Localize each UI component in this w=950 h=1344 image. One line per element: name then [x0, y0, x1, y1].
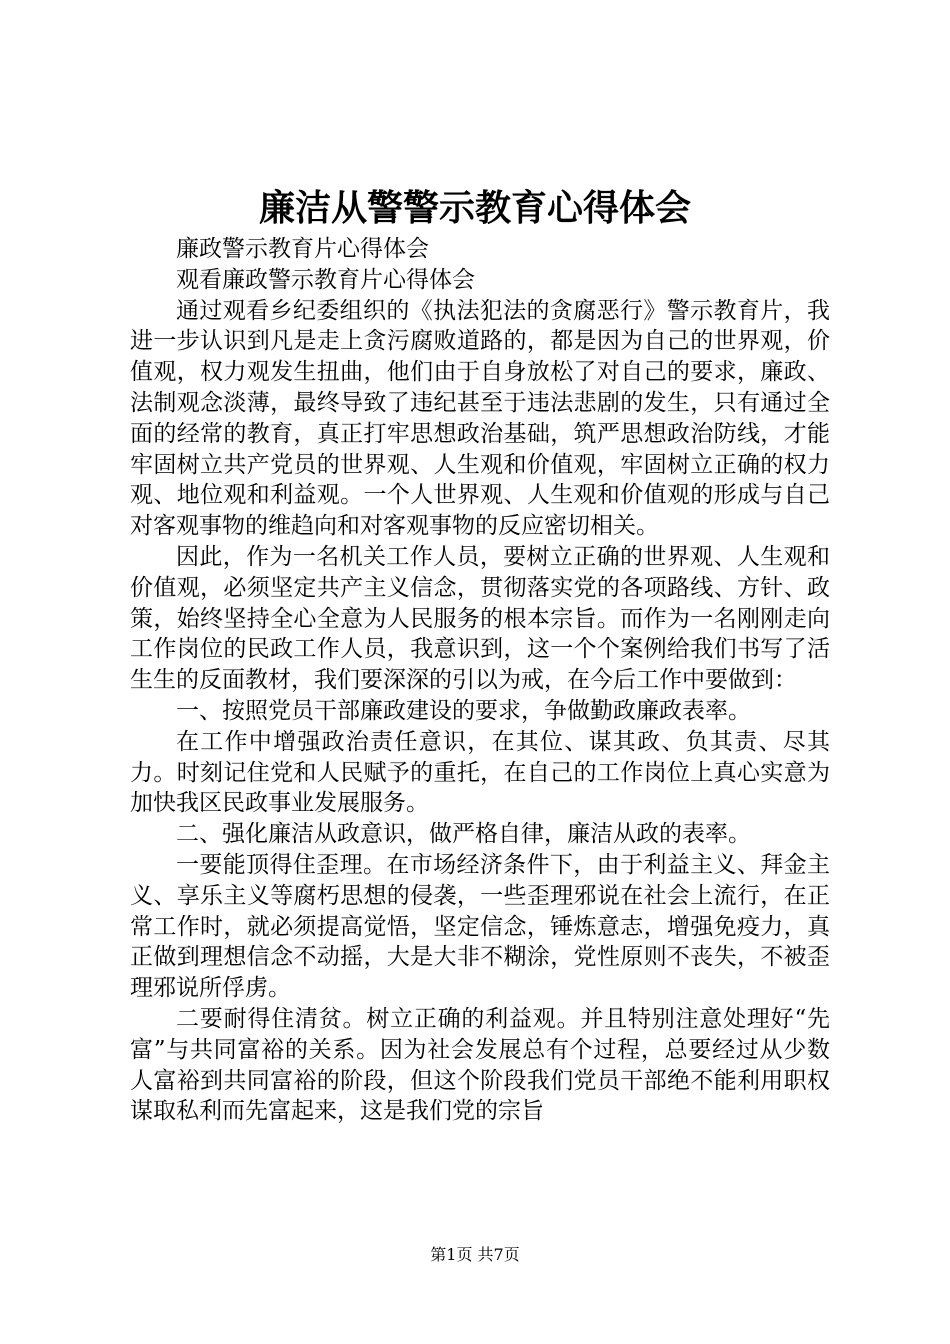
paragraph: 观看廉政警示教育片心得体会: [176, 266, 475, 293]
paragraph: 一要能顶得住歪理。在市场经济条件下，由于利益主义、拜金主义、享乐主义等腐朽思想的侵袭，一些歪理邪说在社会上流行，在正常工作时，就必须提高觉悟，坚定信念，锤炼意志，增强免疫力，真正做到理想信念不动摇，大是大非不糊涂，党性原则不丧失，不被歪理邪说所俘虏。: [130, 851, 830, 1002]
paragraph: 在工作中增强政治责任意识，在其位、谋其政、负其责、尽其力。时刻记住党和人民赋予的重托，在自己的工作岗位上真心实意为加快我区民政事业发展服务。: [130, 728, 830, 817]
paragraph: 通过观看乡纪委组织的《执法犯法的贪腐恶行》警示教育片，我进一步认识到凡是走上贪污腐败道路的，都是因为自己的世界观，价值观，权力观发生扭曲，他们由于自身放松了对自己的要求，廉政、法制观念淡薄，最终导致了违纪甚至于违法悲剧的发生，只有通过全面的经常的教育，真正打牢思想政治基础，筑严思想政治防线，才能牢固树立共产党员的世界观、人生观和价值观，牢固树立正确的权力观、地位观和利益观。一个人世界观、人生观和价值观的形成与自己对客观事物的维趋向和对客观事物的反应密切相关。: [130, 297, 830, 540]
document-title: 廉洁从警警示教育心得体会: [258, 187, 691, 229]
document-body: [130, 234, 830, 1127]
page-number-footer: 第1页 共7页: [430, 1245, 520, 1264]
paragraph: 二要耐得住清贫。树立正确的利益观。并且特别注意处理好“先富”与共同富裕的关系。因为社会发展总有个过程，总要经过从少数人富裕到共同富裕的阶段，但这个阶段我们党员干部绝不能利用职权谋取私利而先富起来，这是我们党的宗旨: [130, 1005, 830, 1125]
paragraph: 二、强化廉洁从政意识，做严格自律，廉洁从政的表率。: [176, 821, 751, 848]
paragraph: 一、按照党员干部廉政建设的要求，争做勤政廉政表率。: [176, 697, 751, 724]
paragraph: 廉政警示教育片心得体会: [176, 236, 429, 262]
paragraph: 因此，作为一名机关工作人员，要树立正确的世界观、人生观和价值观，必须坚定共产主义信念，贯彻落实党的各项路线、方针、政策，始终坚持全心全意为人民服务的根本宗旨。而作为一名刚刚走向工作岗位的民政工作人员，我意识到，这一个个案例给我们书写了活生生的反面教材，我们要深深的引以为戒，在今后工作中要做到：: [130, 543, 830, 694]
